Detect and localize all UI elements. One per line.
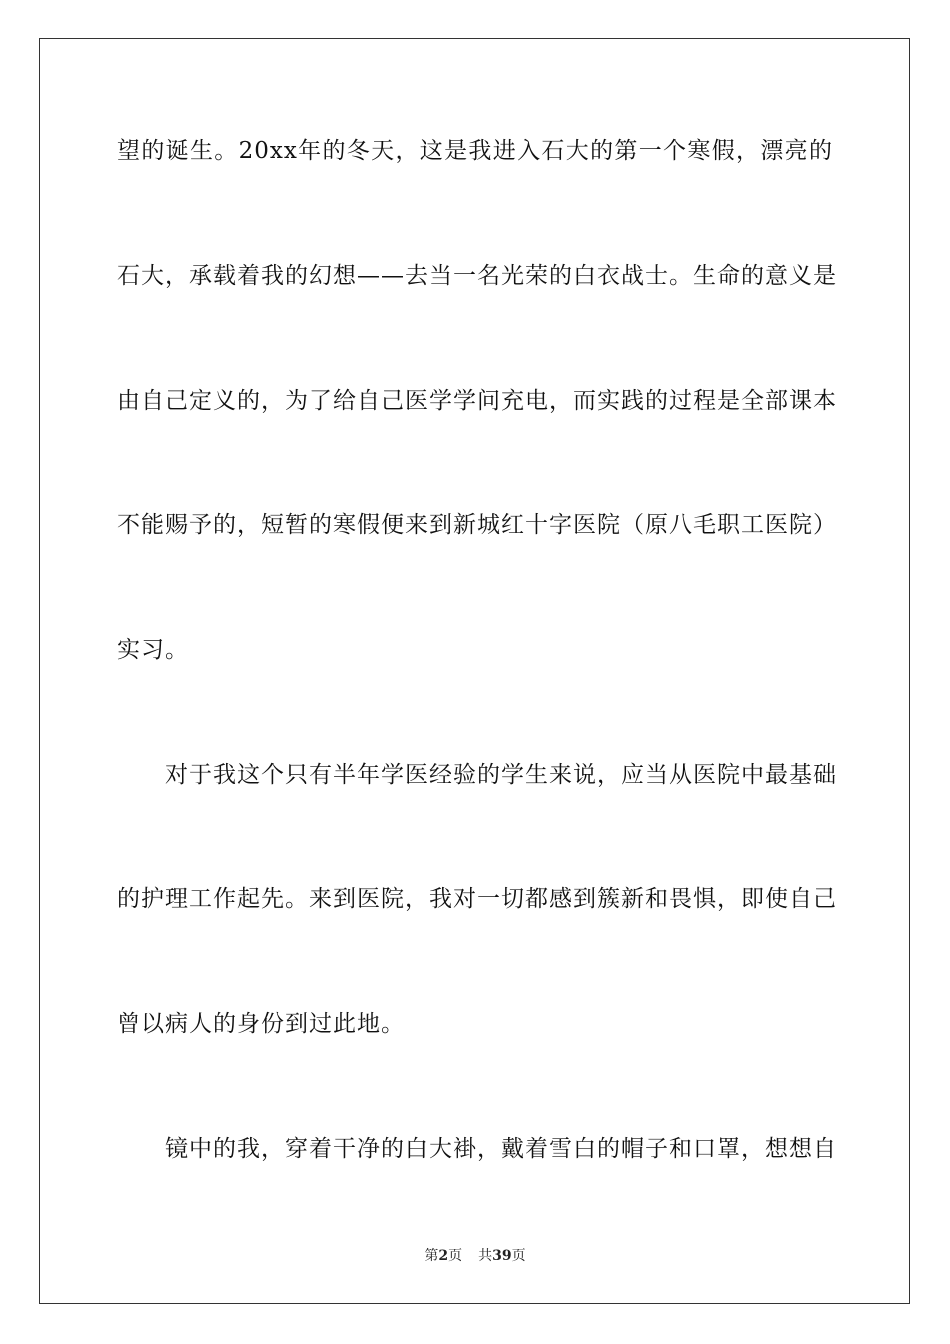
text-line-5: 实习。 <box>117 637 189 663</box>
text-line-8: 曾以病人的身份到过此地。 <box>117 1011 405 1037</box>
page-prefix: 第 <box>424 1248 439 1264</box>
text-line-3: 由自己定义的，为了给自己医学学问充电，而实践的过程是全部课本 <box>117 388 837 414</box>
page-footer <box>0 1247 950 1265</box>
total-prefix: 共 <box>478 1248 493 1264</box>
total-unit: 页 <box>511 1248 526 1264</box>
page-unit: 页 <box>448 1248 463 1264</box>
text-line-4: 不能赐予的，短暂的寒假便来到新城红十字医院（原八毛职工医院） <box>117 512 837 538</box>
text-line-6: 对于我这个只有半年学医经验的学生来说，应当从医院中最基础 <box>165 762 837 788</box>
total-pages: 39 <box>492 1248 512 1264</box>
text-line-7: 的护理工作起先。来到医院，我对一切都感到簇新和畏惧，即使自己 <box>117 886 837 912</box>
page-number: 2 <box>438 1248 449 1264</box>
text-line-2: 石大，承载着我的幻想——去当一名光荣的白衣战士。生命的意义是 <box>117 263 837 289</box>
text-line-9: 镜中的我，穿着干净的白大褂，戴着雪白的帽子和口罩，想想自 <box>165 1136 837 1162</box>
text-line-1: 望的诞生。20xx年的冬天，这是我进入石大的第一个寒假，漂亮的 <box>117 138 833 164</box>
page-border <box>39 38 910 1304</box>
